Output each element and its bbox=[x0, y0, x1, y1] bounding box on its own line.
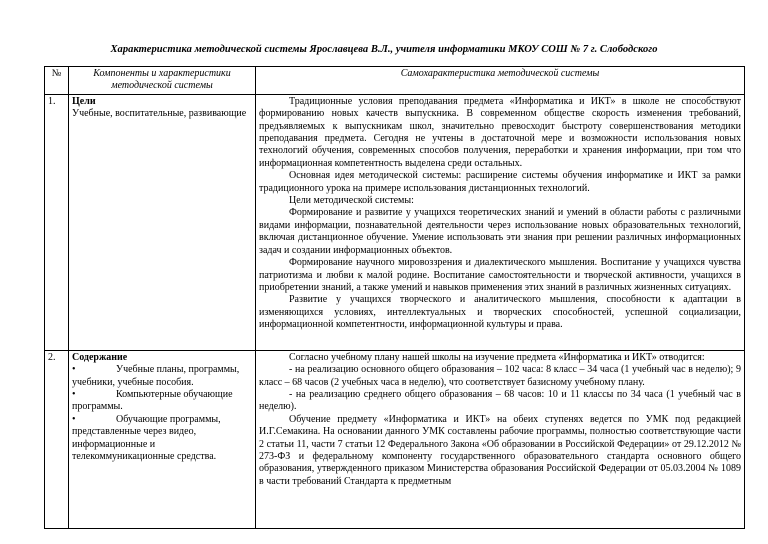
paragraph: Согласно учебному плану нашей школы на изучение предмета «Информатика и ИКТ» отводится: bbox=[289, 351, 705, 363]
paragraph: Основная идея методической системы: расширение системы обучения информатике и ИКТ за рамки традиционного урока на примере использования дистанционных технологий. bbox=[259, 170, 741, 194]
table-row bbox=[45, 350, 745, 528]
paragraph: - на реализацию основного общего образования – 102 часа: 8 класс – 34 часа (1 учебный час в неделю); 9 класс – 68 часов (2 учебных часа в неделю), что соответствует базисному учебному плану. bbox=[259, 364, 741, 388]
component-bullet-list bbox=[72, 364, 252, 463]
component-title: Содержание bbox=[72, 351, 128, 363]
component-title: Цели bbox=[72, 95, 96, 107]
bullet-icon: • bbox=[72, 413, 76, 425]
bullet-icon: • bbox=[72, 389, 76, 401]
paragraph: Развитие у учащихся творческого и аналитического мышления, способности к адаптации в изменяющихся условиях, интеллектуальных и творческих способностей, успешной социализации, информационной компетентности, информационной культуры и права. bbox=[259, 294, 741, 331]
paragraph: Традиционные условия преподавания предмета «Информатика и ИКТ» в школе не способствуют формированию новых качеств выпускника. В современном обществе скорость изменения требований, предъявляемых к выпускникам школ, значительно превосходит быстроту совершенствования методики преподавания предмета. Сегодня не учтены в достаточной мере и возможности использования новых технологий обучения, современных способов получения, переработки и хранения информации, при том что информационная компетентность выделена среди остальных. bbox=[259, 95, 741, 169]
description-cell bbox=[256, 350, 745, 528]
paragraph: - на реализацию среднего общего образования – 68 часов: 10 и 11 классы по 34 часа (1 учебный час в неделю). bbox=[259, 389, 741, 413]
paragraph: Формирование и развитие у учащихся теоретических знаний и умений в области работы с различными видами информации, познавательной деятельности через использование новых образовательных технологий, включая дистанционное обучение. Умение использовать эти знания при решении различных информационных задач и создании информационных объектов. bbox=[259, 207, 741, 256]
component-cell bbox=[69, 94, 256, 350]
bullet-icon: • bbox=[72, 364, 76, 376]
paragraph: Цели методической системы: bbox=[289, 195, 414, 207]
list-item: • Компьютерные обучающие программы. bbox=[72, 389, 233, 413]
header-self-characteristic: Самохарактеристика методической системы bbox=[256, 67, 745, 95]
row-number: 2. bbox=[45, 350, 69, 528]
row-number: 1. bbox=[45, 94, 69, 350]
paragraph: Формирование научного мировоззрения и диалектического мышления. Воспитание у учащихся чувства патриотизма и любви к малой родине. Воспитание самостоятельности и творческой активности, учащихся в приобретении знаний, а также умений и навыков применения этих знаний в различных жизненных ситуациях. bbox=[259, 257, 741, 293]
page-title: Характеристика методической системы Ярославцева В.Л., учителя информатики МКОУ СОШ № 7 г. Слободского bbox=[110, 44, 658, 55]
header-number: № bbox=[45, 67, 69, 95]
header-components: Компоненты и характеристики методической системы bbox=[69, 67, 256, 95]
list-item: • Учебные планы, программы, учебники, учебные пособия. bbox=[72, 364, 240, 388]
paragraph: Обучение предмету «Информатика и ИКТ» на обеих ступенях ведется по УМК под редакцией И.Г.Семакина. На основании данного УМК составлены рабочие программы, полностью соответствующие части 2 статьи 11, части 7 статьи 12 Федерального Закона «Об образовании в Российской Федерации» от 29.12.2012 № 273-ФЗ и федеральному компоненту государственного образовательного стандарта основного общего образования, утвержденного приказом Министерства образования Российской Федерации от 05.03.2004 № 1089 в части требований Стандарта к предметным bbox=[259, 413, 741, 487]
component-subtitle: Учебные, воспитательные, развивающие bbox=[72, 108, 247, 120]
table-row bbox=[45, 94, 745, 350]
methodology-table bbox=[44, 66, 745, 529]
component-cell bbox=[69, 350, 256, 528]
table-header-row bbox=[45, 67, 745, 95]
list-item: • Обучающие программы, представленные через видео, информационные и телекоммуникационные средства. bbox=[72, 413, 221, 463]
description-cell bbox=[256, 94, 745, 350]
